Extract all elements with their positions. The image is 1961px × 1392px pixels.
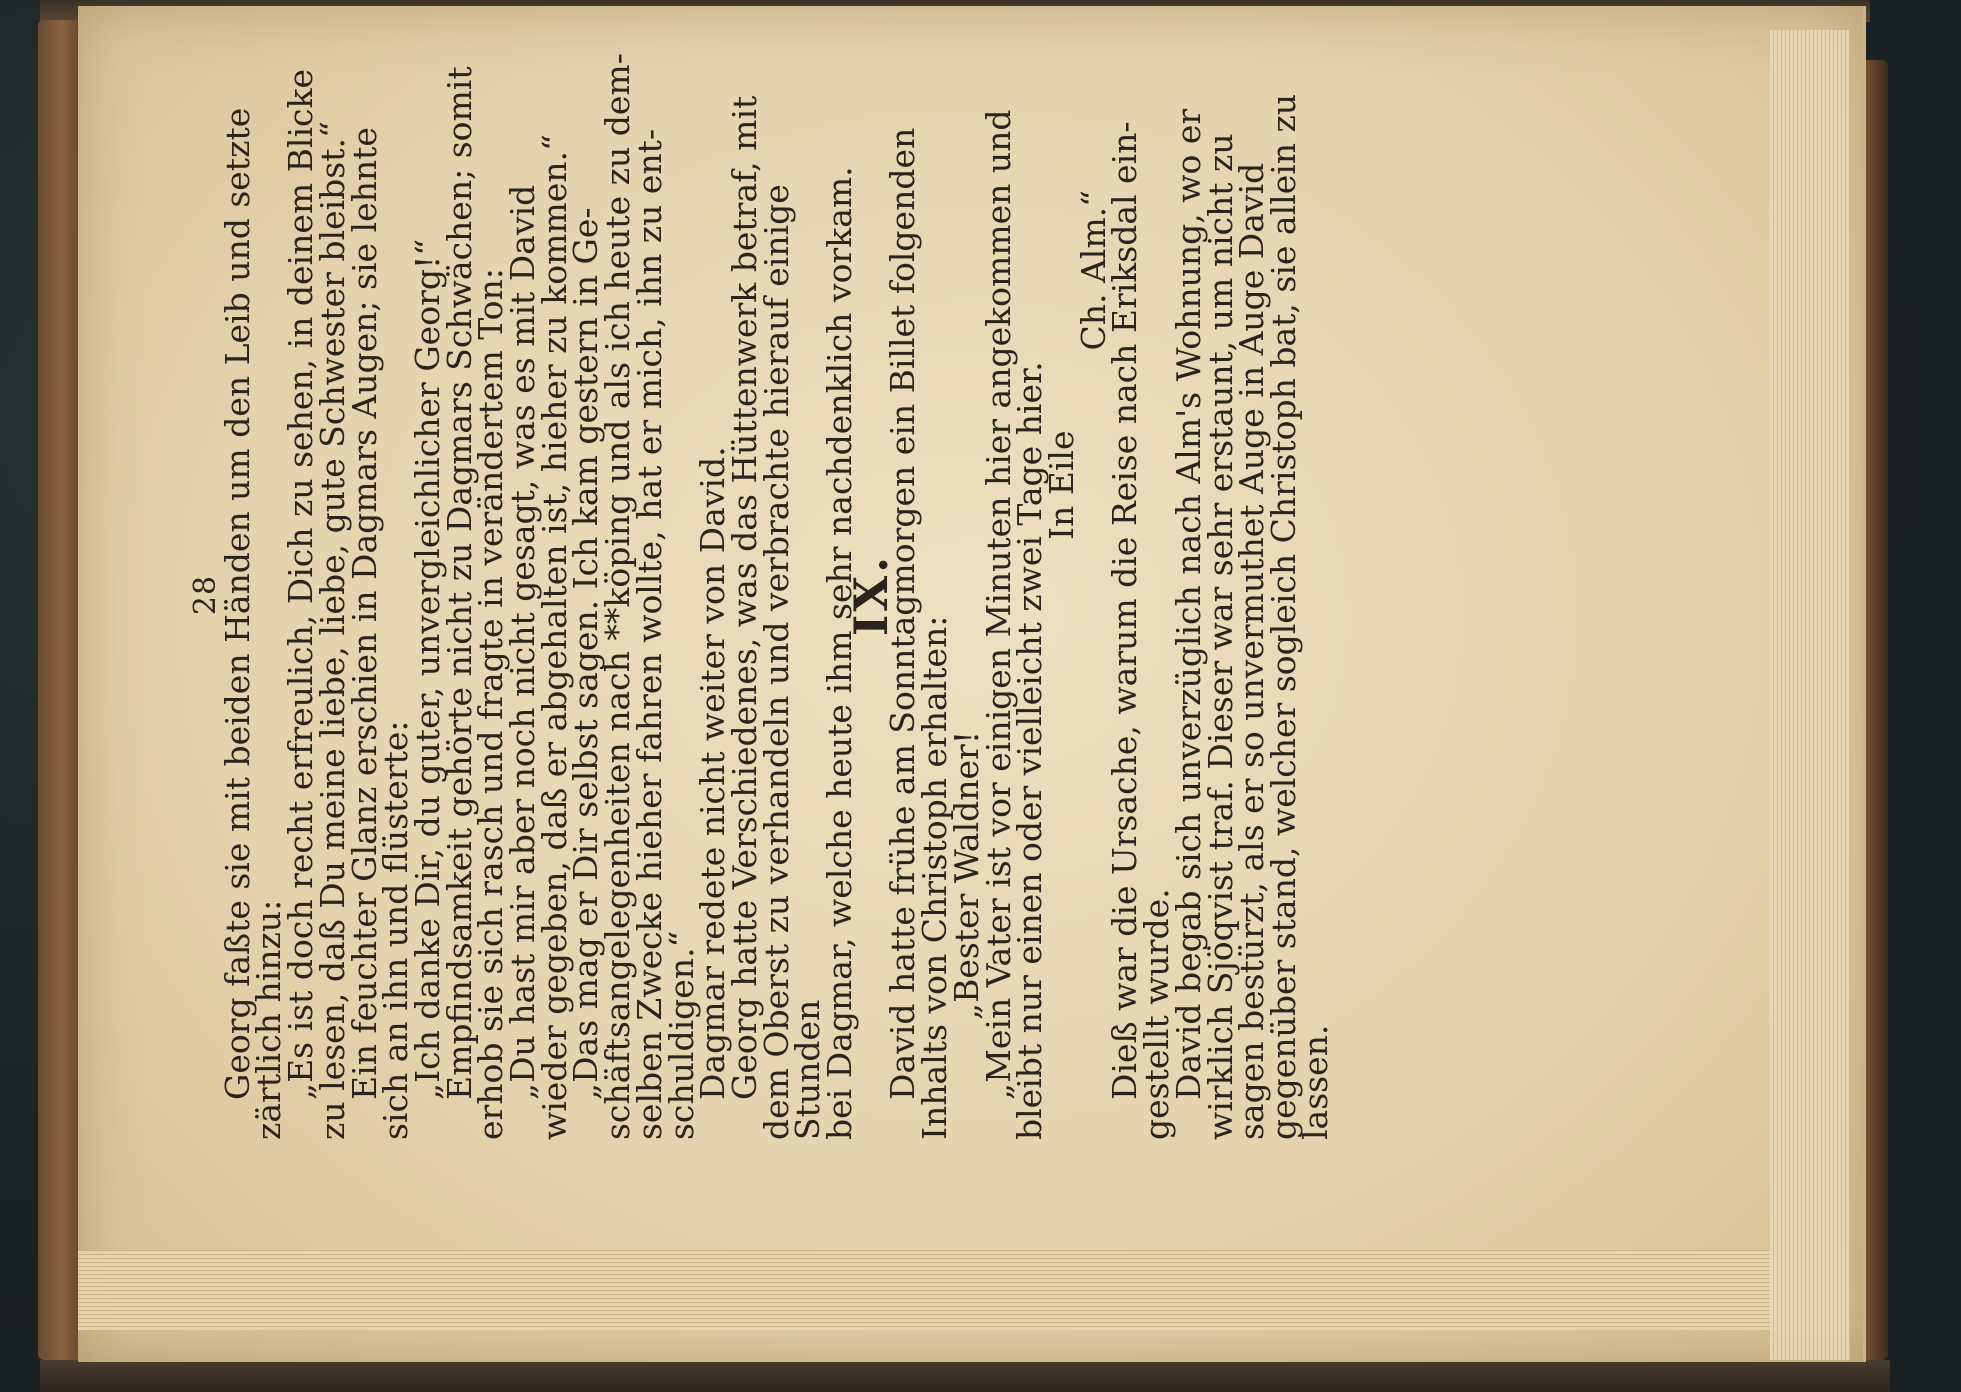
text-line: bleibt nur einen oder vielleicht zwei Tage hier. <box>1010 361 1050 1140</box>
text-line: zu lesen, daß Du meine liebe, liebe, gute Schwester bleibst.“ <box>312 121 352 1140</box>
paragraph-group-a <box>217 50 860 1140</box>
binding-edge-bottom <box>40 1360 1890 1392</box>
letter-salutation: „Bester Waldner! <box>946 730 986 1020</box>
text-line: wieder gegeben, daß er abgehalten ist, hieher zu kommen.“ <box>534 134 574 1140</box>
text-line: Ein feuchter Glanz erschien in Dagmars Augen; sie lehnte <box>344 127 384 1100</box>
text-line: schäftsangelegenheiten nach **köping und als ich heute zu dem- <box>598 53 638 1140</box>
text-line: erhob sie sich rasch und fragte in verändertem Ton: <box>471 268 511 1140</box>
text-line: selben Zwecke hieher fahren wollte, hat er mich, ihn zu ent- <box>629 128 669 1140</box>
text-line: „Es ist doch recht erfreulich, Dich zu sehen, in deinem Blicke <box>281 68 321 1100</box>
paragraph-group-b <box>883 50 955 1140</box>
text-line: gestellt wurde. <box>1137 888 1177 1140</box>
text-line: Georg hatte Verschiedenes, was das Hüttenwerk betraf, mit <box>724 95 764 1100</box>
chapter-heading: IX. <box>843 553 898 637</box>
page-edges-bottom <box>78 1250 1848 1330</box>
letter-block <box>946 50 1113 1140</box>
text-line: lassen. <box>1295 1024 1335 1140</box>
text-line: dem Oberst zu verhandeln und verbrachte hierauf einige Stunden <box>756 184 828 1140</box>
text-line: sich an ihn und flüsterte: <box>376 720 416 1140</box>
text-line: „Mein Vater ist vor einigen Minuten hier angekommen und <box>978 109 1018 1100</box>
text-line: Georg faßte sie mit beiden Händen um den Leib und setzte <box>217 107 257 1100</box>
letter-signature: Ch. Alm.“ <box>1073 190 1113 351</box>
page-edges-right <box>1770 30 1850 1360</box>
text-line: „Ich danke Dir, du guter, unvergleichlicher Georg!“ <box>407 238 447 1100</box>
text-line: David begab sich unverzüglich nach Alm's Wohnung, wo er <box>1168 108 1208 1100</box>
page-number: 28 <box>188 574 223 616</box>
text-line: „Das mag er Dir selbst sagen. Ich kam gestern in Ge- <box>566 207 606 1100</box>
text-line: „Du hast mir aber noch nicht gesagt, was es mit David <box>503 184 543 1100</box>
text-line: gegenüber stand, welcher sogleich Christoph bat, sie allein zu <box>1263 93 1303 1140</box>
text-line: Empfindsamkeit gehörte nicht zu Dagmars Schwächen; somit <box>439 66 479 1100</box>
text-line: Inhalts von Christoph erhalten: <box>915 615 955 1140</box>
text-line: schuldigen.“ <box>661 930 701 1140</box>
text-line: David hatte frühe am Sonntagmorgen ein Billet folgenden <box>883 127 923 1100</box>
text-line: sagen bestürzt, als er so unvermuthet Auge in Auge David <box>1232 162 1272 1140</box>
letter-close: In Eile <box>1041 430 1081 540</box>
text-line: wirklich Sjöqvist traf. Dieser war sehr erstaunt, um nicht zu <box>1200 133 1240 1140</box>
text-line: Dagmar redete nicht weiter von David. <box>693 446 733 1100</box>
text-line: Dieß war die Ursache, warum die Reise nach Eriksdal ein- <box>1105 121 1145 1100</box>
paragraph-group-c <box>1105 50 1335 1140</box>
text-line: bei Dagmar, welche heute ihm sehr nachdenklich vorkam. <box>820 166 860 1140</box>
page-text-block <box>190 50 1460 1140</box>
text-line: zärtlich hinzu: <box>249 899 289 1140</box>
